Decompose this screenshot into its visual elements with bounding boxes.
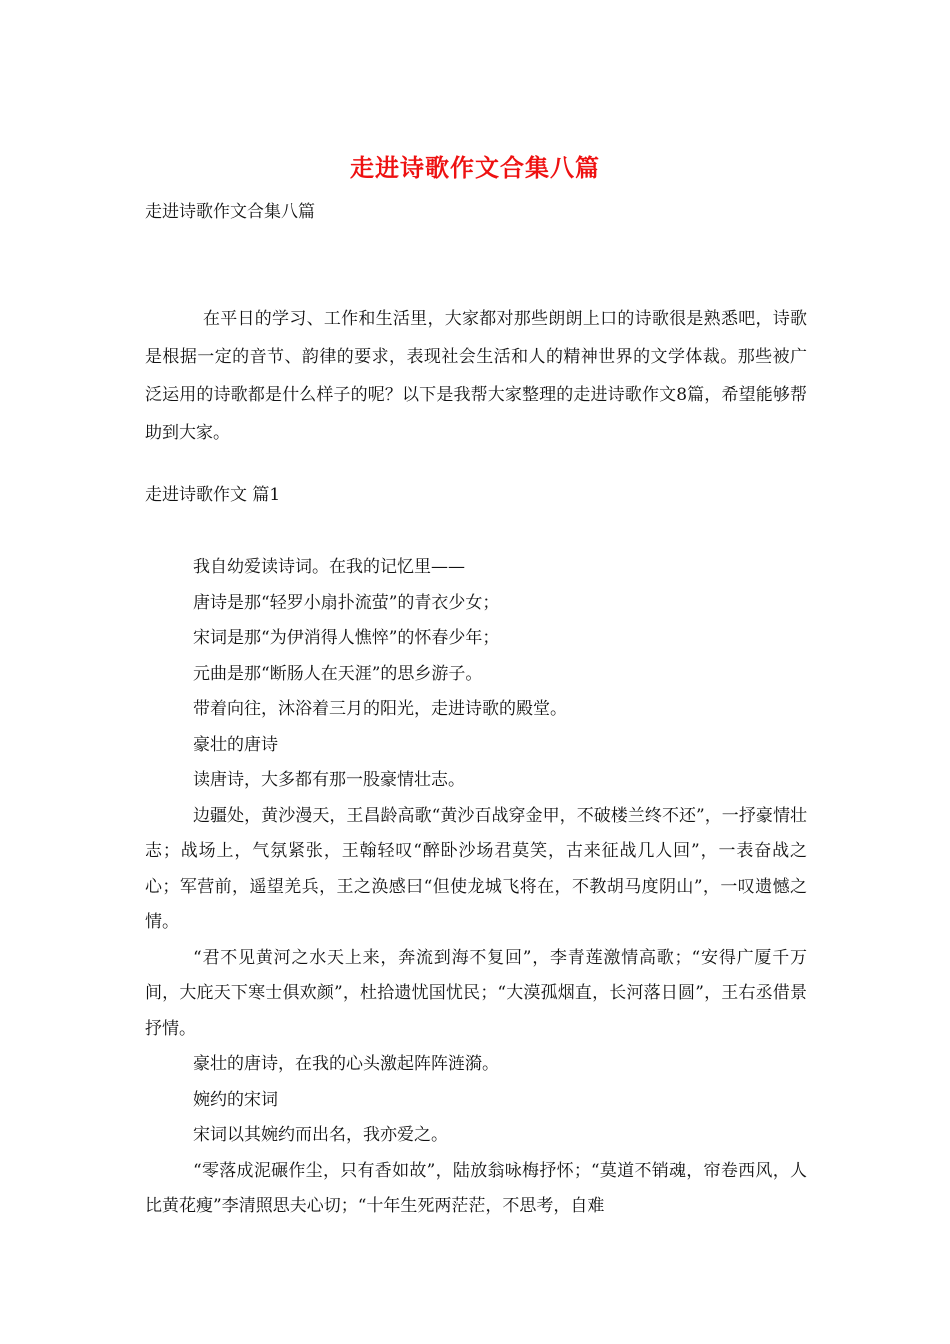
body-paragraph: 元曲是那“断肠人在天涯”的思乡游子。 [193,663,483,684]
body-paragraph: 宋词是那“为伊消得人憔悴”的怀春少年； [193,628,500,648]
subheading-song-ci: 婉约的宋词 [193,1089,278,1110]
intro-paragraph: 在平日的学习、工作和生活里，大家都对那些朗朗上口的诗歌很是熟悉吧，诗歌是根据一定的音节、韵律的要求，表现社会生活和人的精神世界的文学体裁。那些被广泛运用的诗歌都是什么样子的呢？以下是我帮大家整理的走进诗歌作文8篇，希望能够帮助到大家。 [145,309,807,443]
body-paragraph: 宋词以其婉约而出名，我亦爱之。 [193,1125,448,1145]
section-heading: 走进诗歌作文 篇1 [145,485,281,505]
body-paragraph: “零落成泥碾作尘，只有香如故”，陆放翁咏梅抒怀；“莫道不销魂，帘卷西风，人比黄花瘦”李清照思夫心切；“十年生死两茫茫，不思考，自难 [145,1160,807,1216]
body-paragraph: 唐诗是那“轻罗小扇扑流萤”的青衣少女； [193,592,500,613]
body-paragraph: “君不见黄河之水天上来，奔流到海不复回”，李青莲激情高歌；“安得广厦千万间，大庇天下寒士俱欢颜”，杜拾遗忧国忧民；“大漠孤烟直，长河落日圆”，王右丞借景抒情。 [145,947,807,1039]
subheading-tang-poetry: 豪壮的唐诗 [193,734,278,755]
body-paragraph: 我自幼爱读诗词。在我的记忆里—— [193,557,465,577]
body-paragraph: 读唐诗，大多都有那一股豪情壮志。 [193,770,465,790]
body-paragraph: 边疆处，黄沙漫天，王昌龄高歌“黄沙百战穿金甲，不破楼兰终不还”，一抒豪情壮志；战场上，气氛紧张，王翰轻叹“醉卧沙场君莫笑，古来征战几人回”，一表奋战之心；军营前，遥望羌兵，王之涣感曰“但使龙城飞将在，不教胡马度阴山”，一叹遗憾之情。 [145,805,807,932]
document-title: 走进诗歌作文合集八篇 [350,153,600,182]
essay-body [145,550,807,1225]
document-subtitle: 走进诗歌作文合集八篇 [145,202,315,222]
body-paragraph: 带着向往，沐浴着三月的阳光，走进诗歌的殿堂。 [193,699,567,719]
body-paragraph: 豪壮的唐诗，在我的心头激起阵阵涟漪。 [193,1054,499,1074]
